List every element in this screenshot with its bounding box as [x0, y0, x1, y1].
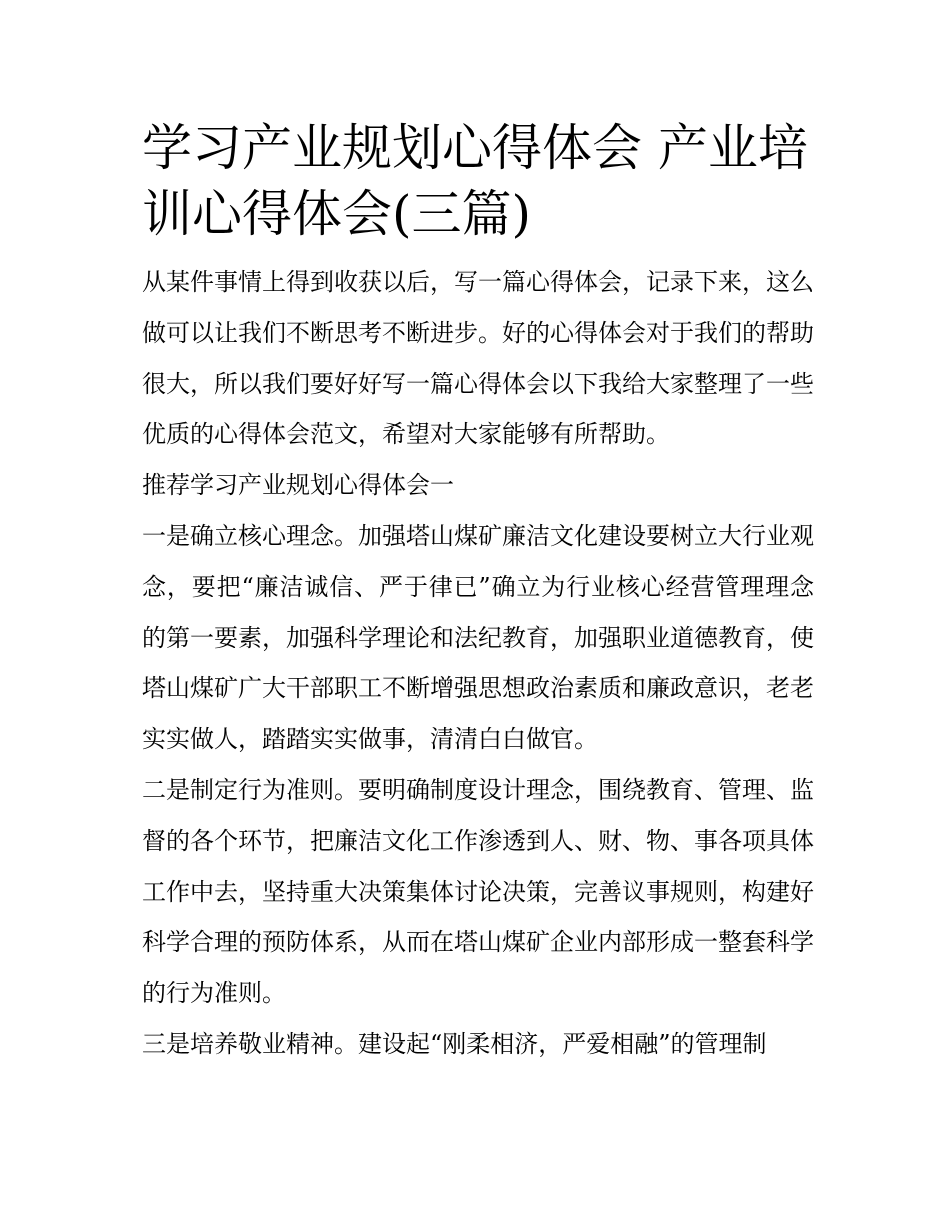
document-title: 学习产业规划心得体会 产业培训心得体会(三篇)	[142, 119, 808, 243]
paragraph-code-of-conduct: 二是制定行为准则。要明确制度设计理念，围绕教育、管理、监督的各个环节，把廉洁文化工作渗透到人、财、物、事各项具体工作中去，坚持重大决策集体讨论决策，完善议事规则，构建好科学合理的预防体系，从而在塔山煤矿企业内部形成一整套科学的行为准则。	[142, 775, 814, 1008]
section-heading: 推荐学习产业规划心得体会一	[142, 471, 454, 500]
paragraph-dedication: 三是培养敬业精神。建设起“刚柔相济，严爱相融”的管理制	[142, 1029, 767, 1058]
paragraph-intro: 从某件事情上得到收获以后，写一篇心得体会，记录下来，这么做可以让我们不断思考不断进步。好的心得体会对于我们的帮助很大，所以我们要好好写一篇心得体会以下我给大家整理了一些优质的心得体会范文，希望对大家能够有所帮助。	[142, 268, 814, 449]
document-body	[142, 257, 814, 1070]
document-content	[142, 115, 814, 1070]
paragraph-core-concept: 一是确立核心理念。加强塔山煤矿廉洁文化建设要树立大行业观念，要把“廉洁诚信、严于律已”确立为行业核心经营管理理念的第一要素，加强科学理论和法纪教育，加强职业道德教育，使塔山煤矿广大干部职工不断增强思想政治素质和廉政意识，老老实实做人，踏踏实实做事，清清白白做官。	[142, 521, 814, 754]
